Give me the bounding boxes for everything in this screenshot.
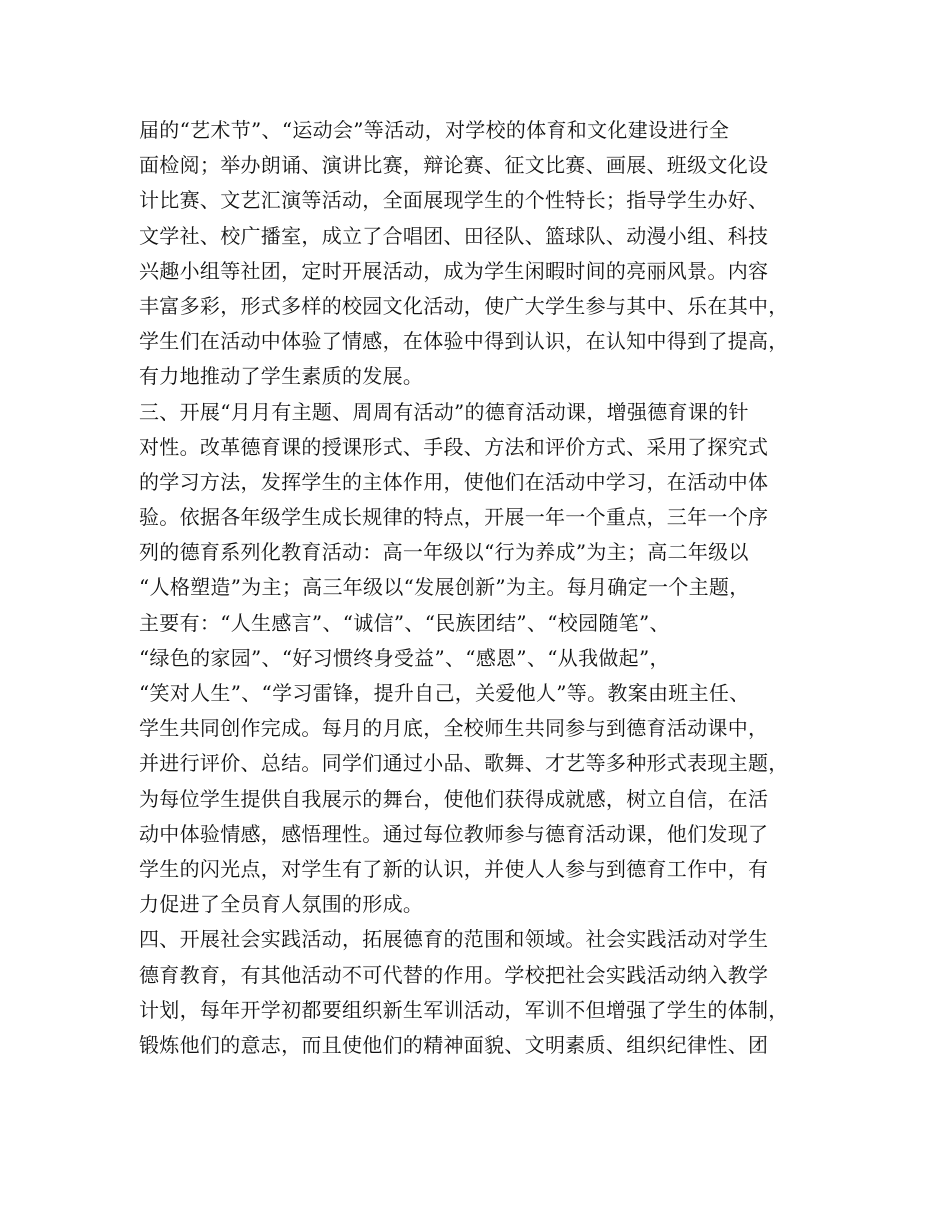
text-line: 计划，每年开学初都要组织新生军训活动，军训不但增强了学生的体制， [139,997,789,1022]
text-line: 验。依据各年级学生成长规律的特点，开展一年一个重点，三年一个序 [139,505,769,530]
text-line: 有力地推动了学生素质的发展。 [139,364,424,389]
text-line: 届的“艺术节”、“运动会”等活动，对学校的体育和文化建设进行全 [139,118,730,142]
text-line: “人格塑造”为主；高三年级以“发展创新”为主。每月确定一个主题， [139,575,750,600]
text-line: 主要有：“人生感言”、“诚信”、“民族团结”、“校园随笔”、 [139,610,670,635]
text-line: 丰富多彩，形式多样的校园文化活动，使广大学生参与其中、乐在其中， [139,293,789,318]
text-line: 列的德育系列化教育活动：高一年级以“行为养成”为主；高二年级以 [139,540,749,565]
body-text [139,113,829,1063]
text-line: 动中体验情感，感悟理性。通过每位教师参与德育活动课，他们发现了 [139,821,769,846]
text-line: 计比赛、文艺汇演等活动，全面展现学生的个性特长；指导学生办好、 [139,188,769,213]
text-line: 锻炼他们的意志，而且使他们的精神面貌、文明素质、组织纪律性、团 [139,1032,769,1057]
section-heading-line: 四、开展社会实践活动，拓展德育的范围和领域。社会实践活动对学生 [139,927,769,952]
text-line: 兴趣小组等社团，定时开展活动，成为学生闲暇时间的亮丽风景。内容 [139,258,769,283]
text-line: 学生们在活动中体验了情感，在体验中得到认识，在认知中得到了提高， [139,329,789,354]
text-line: 力促进了全员育人氛围的形成。 [139,892,424,917]
text-line: 面检阅；举办朗诵、演讲比赛，辩论赛、征文比赛、画展、班级文化设 [139,153,769,178]
text-line: 学生的闪光点，对学生有了新的认识，并使人人参与到德育工作中，有 [139,856,769,881]
text-line: 为每位学生提供自我展示的舞台，使他们获得成就感，树立自信，在活 [139,786,769,811]
text-line: 对性。改革德育课的授课形式、手段、方法和评价方式、采用了探究式 [139,434,769,459]
text-line: 的学习方法，发挥学生的主体作用，使他们在活动中学习，在活动中体 [139,469,769,494]
text-line: “绿色的家园”、“好习惯终身受益”、“感恩”、“从我做起”， [139,645,670,670]
text-line: 并进行评价、总结。同学们通过小品、歌舞、才艺等多种形式表现主题， [139,751,789,776]
text-line: 学生共同创作完成。每月的月底，全校师生共同参与到德育活动课中， [139,716,769,741]
text-line: 德育教育，有其他活动不可代替的作用。学校把社会实践活动纳入教学 [139,962,769,987]
section-heading-line: 三、开展“月月有主题、周周有活动”的德育活动课，增强德育课的针 [139,399,749,424]
text-line: 文学社、校广播室，成立了合唱团、田径队、篮球队、动漫小组、科技 [139,223,769,248]
text-line: “笑对人生”、“学习雷锋，提升自己，关爱他人”等。教案由班主任、 [139,681,750,705]
